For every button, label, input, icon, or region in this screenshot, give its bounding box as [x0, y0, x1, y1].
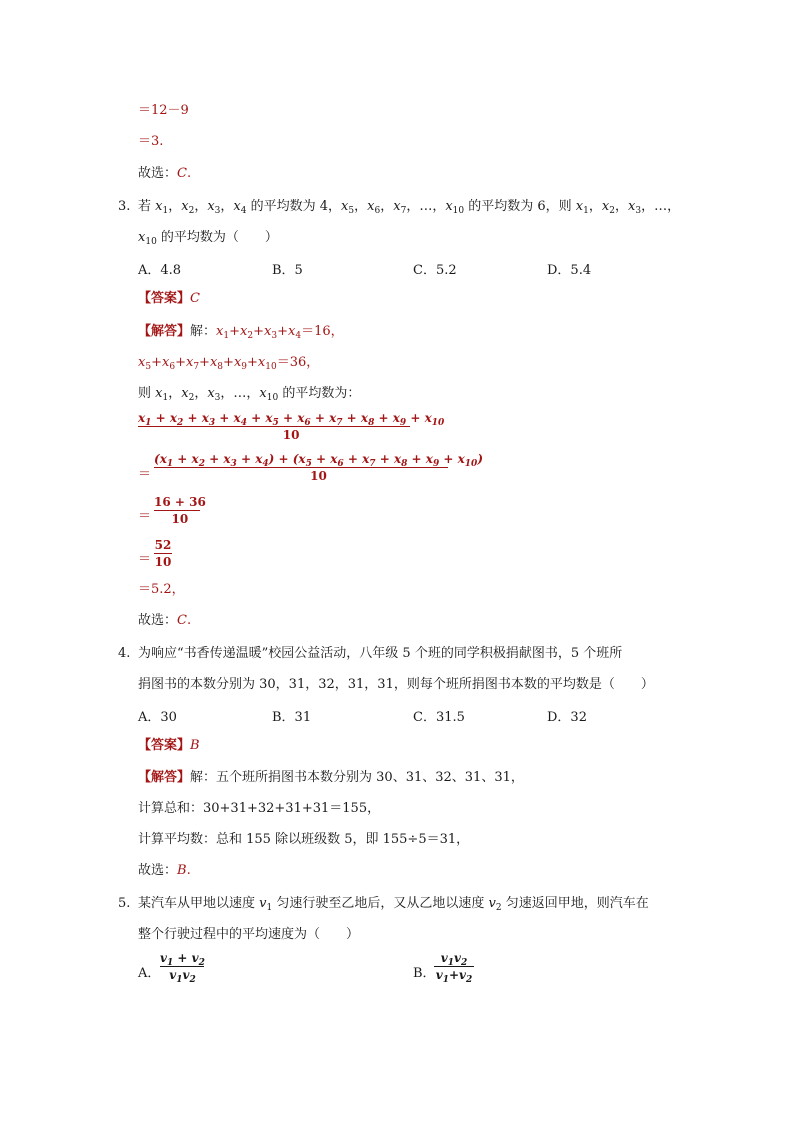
analysis-text: 解：五个班所捐图书本数分别为 30、31、32、31、31， — [190, 770, 524, 785]
prev-line-2: ＝3. — [138, 134, 164, 149]
q5-number: 5. — [118, 896, 131, 911]
q5-stem-line-2: 整个行驶过程中的平均速度为（ ） — [138, 927, 360, 942]
fraction-4-numerator: 52 — [154, 538, 172, 552]
fraction-1-bar — [138, 426, 410, 427]
q3-fraction-2 — [154, 451, 483, 484]
q4-answer — [138, 737, 200, 755]
q3-option-a[interactable]: A．4.8 — [138, 263, 182, 278]
q4-option-b[interactable]: B．31 — [272, 710, 312, 725]
analysis-label: 【解答】 — [138, 324, 191, 339]
q4-option-d[interactable]: D．32 — [547, 710, 587, 725]
pick-label: 故选： — [138, 613, 178, 628]
q3-stem-line-1 — [138, 198, 680, 216]
answer-value: C — [190, 291, 200, 306]
q3-option-d[interactable]: D．5.4 — [547, 263, 592, 278]
q5-option-a-fraction[interactable] — [160, 950, 205, 983]
q3-eq-sign-2: ＝ — [138, 467, 152, 482]
q3-answer — [138, 290, 200, 308]
pick-end: . — [186, 863, 191, 878]
q3-stem-text-1: 若 $x_1$，$x_2$，$x_3$，$x_4$ 的平均数为 4，$x_5$，$x_6$，$x_7$，…，$x_{10}$ 的平均数为 6，则 $x_1$，$x_2$，$x_3$，…， — [138, 199, 681, 216]
q3-fraction-3 — [154, 494, 206, 527]
q4-average-line: 计算平均数：总和 155 除以班级数 5，即 155÷5＝31， — [138, 832, 470, 847]
prev-line-1: ＝12－9 — [138, 103, 189, 118]
fraction-1-numerator: $x_1 + x_2 + x_3 + x_4 + x_5 + x_6 + x_7 + x_8 + x_9 + x_{10}$ — [138, 411, 445, 428]
q3-fraction-1 — [138, 410, 444, 443]
q3-number: 3. — [118, 199, 131, 214]
q3-eq-sign-3: ＝ — [138, 509, 152, 524]
q3-result: ＝5.2， — [138, 582, 185, 597]
option-b-denominator: $v_1+v_2$ — [435, 968, 473, 985]
analysis-label: 【解答】 — [138, 770, 191, 785]
answer-label: 【答案】 — [138, 291, 191, 306]
q4-option-a[interactable]: A．30 — [138, 710, 177, 725]
q3-eq-sign-4: ＝ — [138, 552, 152, 567]
q4-option-c[interactable]: C．31.5 — [413, 710, 465, 725]
option-a-numerator: $v_1 + v_2$ — [160, 951, 205, 968]
fraction-2-denominator: 10 — [310, 469, 327, 483]
pick-end: . — [186, 166, 192, 181]
pick-answer: C — [177, 166, 187, 181]
fraction-4-denominator: 10 — [154, 555, 172, 569]
answer-label: 【答案】 — [138, 738, 191, 753]
q4-number: 4. — [118, 646, 131, 661]
fraction-1-denominator: 10 — [282, 428, 300, 442]
q5-option-b-fraction[interactable] — [434, 950, 474, 983]
fraction-3-numerator: 16 + 36 — [154, 495, 206, 509]
q4-stem-line-2: 捐图书的本数分别为 30，31，32，31，31，则每个班所捐图书本数的平均数是（ ） — [138, 677, 654, 692]
q4-pick — [138, 862, 191, 880]
q3-stem-line-2 — [138, 229, 278, 247]
q3-pick — [138, 612, 191, 630]
q3-stem-text-2: $x_{10}$ 的平均数为（ ） — [138, 230, 278, 247]
q5-option-b-label[interactable]: B． — [413, 966, 436, 981]
pick-end: . — [186, 613, 192, 628]
pick-label: 故选： — [138, 166, 178, 181]
fraction-3-denominator: 10 — [171, 512, 189, 526]
q3-analysis-eq1 — [138, 323, 344, 341]
q3-option-b[interactable]: B．5 — [272, 263, 303, 278]
q5-option-a-label[interactable]: A． — [138, 966, 161, 981]
option-a-denominator: $v_1v_2$ — [169, 968, 196, 985]
q3-eq2: $x_5+x_6+x_7+x_8+x_9+x_{10}=36$， — [138, 355, 320, 372]
q5-stem-line-1: 某汽车从甲地以速度 $v_1$ 匀速行驶至乙地后，又从乙地以速度 $v_2$ 匀速返回甲地，则汽车在 — [138, 896, 649, 913]
pick-answer: B — [177, 863, 187, 878]
answer-value: B — [190, 738, 200, 753]
q4-sum-line: 计算总和：30+31+32+31+31＝155， — [138, 801, 381, 816]
prev-pick — [138, 165, 191, 183]
q4-analysis — [138, 769, 524, 787]
pick-label: 故选： — [138, 863, 178, 878]
q3-fraction-4 — [154, 537, 172, 570]
q3-option-c[interactable]: C．5.2 — [413, 263, 457, 278]
fraction-2-numerator: $(x_1 + x_2 + x_3 + x_4) + (x_5 + x_6 + x_7 + x_8 + x_9 + x_{10})$ — [154, 452, 483, 469]
pick-answer: C — [177, 613, 187, 628]
analysis-prefix: 解： — [190, 324, 217, 339]
q4-stem-line-1: 为响应“书香传递温暖”校园公益活动，八年级 5 个班的同学积极捐献图书，5 个班所 — [138, 646, 623, 661]
eq1: $x_1+x_2+x_3+x_4=16$， — [216, 324, 344, 341]
fraction-2-bar — [154, 467, 448, 468]
option-b-numerator: $v_1v_2$ — [440, 951, 468, 968]
q3-then: 则 $x_1$，$x_2$，$x_3$，…，$x_{10}$ 的平均数为： — [138, 386, 361, 403]
